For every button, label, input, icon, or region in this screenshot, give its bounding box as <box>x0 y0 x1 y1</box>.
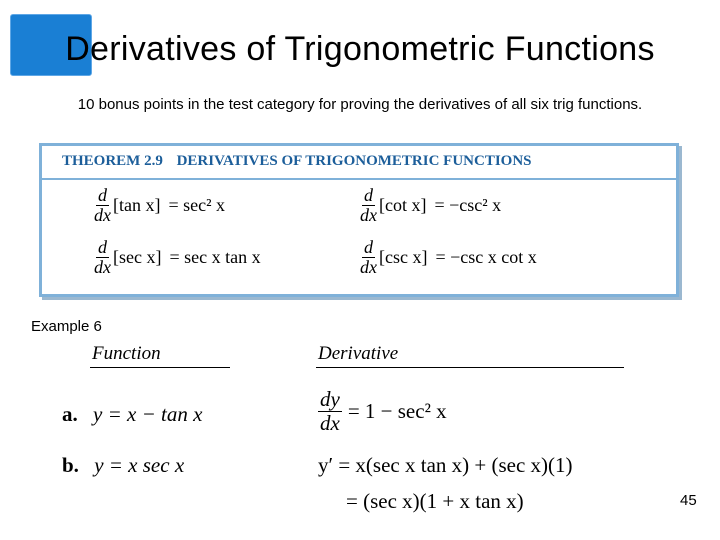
example-row-a-derivative <box>318 388 447 435</box>
rule-sec-result: = sec x tan x <box>169 247 261 267</box>
rule-cot <box>360 186 501 225</box>
theorem-header <box>42 146 676 180</box>
function-header-underline <box>90 367 230 368</box>
derivative-operator: $\frac{d}{dx}$ <box>94 237 111 277</box>
example-row-a-function <box>62 402 202 427</box>
theorem-name: DERIVATIVES OF TRIGONOMETRIC FUNCTIONS <box>176 153 532 169</box>
row-b-label: b. <box>62 453 79 477</box>
row-b-derivative-line2: = (sec x)(1 + x tan x) <box>346 489 524 513</box>
theorem-number: THEOREM 2.9 <box>62 153 163 169</box>
derivative-header-underline <box>316 367 624 368</box>
row-a-function: y = x − tan x <box>93 402 203 426</box>
row-a-derivative: = 1 − sec² x <box>347 399 447 423</box>
example-label: Example 6 <box>31 318 102 335</box>
row-b-derivative: y′ = x(sec x tan x) + (sec x)(1) <box>318 453 573 477</box>
slide-subtitle: 10 bonus points in the test category for proving the derivatives of all six trig functions. <box>77 96 643 113</box>
rule-tan <box>94 186 225 225</box>
derivative-operator: $\frac{d}{dx}$ <box>360 185 377 225</box>
function-column-header: Function <box>92 343 161 364</box>
rule-cot-arg: [cot x] <box>379 195 427 215</box>
rule-sec-arg: [sec x] <box>113 247 162 267</box>
rule-csc <box>360 238 537 277</box>
page-number: 45 <box>680 492 697 509</box>
slide-title: Derivatives of Trigonometric Functions <box>65 30 655 68</box>
example-row-b-function <box>62 453 184 478</box>
rule-cot-result: = −csc² x <box>434 195 502 215</box>
dy-dx-fraction: $\frac{dy}{dx}$ <box>320 387 340 435</box>
rule-tan-arg: [tan x] <box>113 195 161 215</box>
derivative-operator: $\frac{d}{dx}$ <box>360 237 377 277</box>
rule-csc-arg: [csc x] <box>379 247 428 267</box>
rule-sec <box>94 238 261 277</box>
row-b-function: y = x sec x <box>94 453 185 477</box>
derivative-operator: $\frac{d}{dx}$ <box>94 185 111 225</box>
row-a-label: a. <box>62 402 78 426</box>
rule-csc-result: = −csc x cot x <box>435 247 537 267</box>
rule-tan-result: = sec² x <box>168 195 226 215</box>
theorem-box <box>39 143 679 297</box>
derivative-column-header: Derivative <box>318 343 399 364</box>
